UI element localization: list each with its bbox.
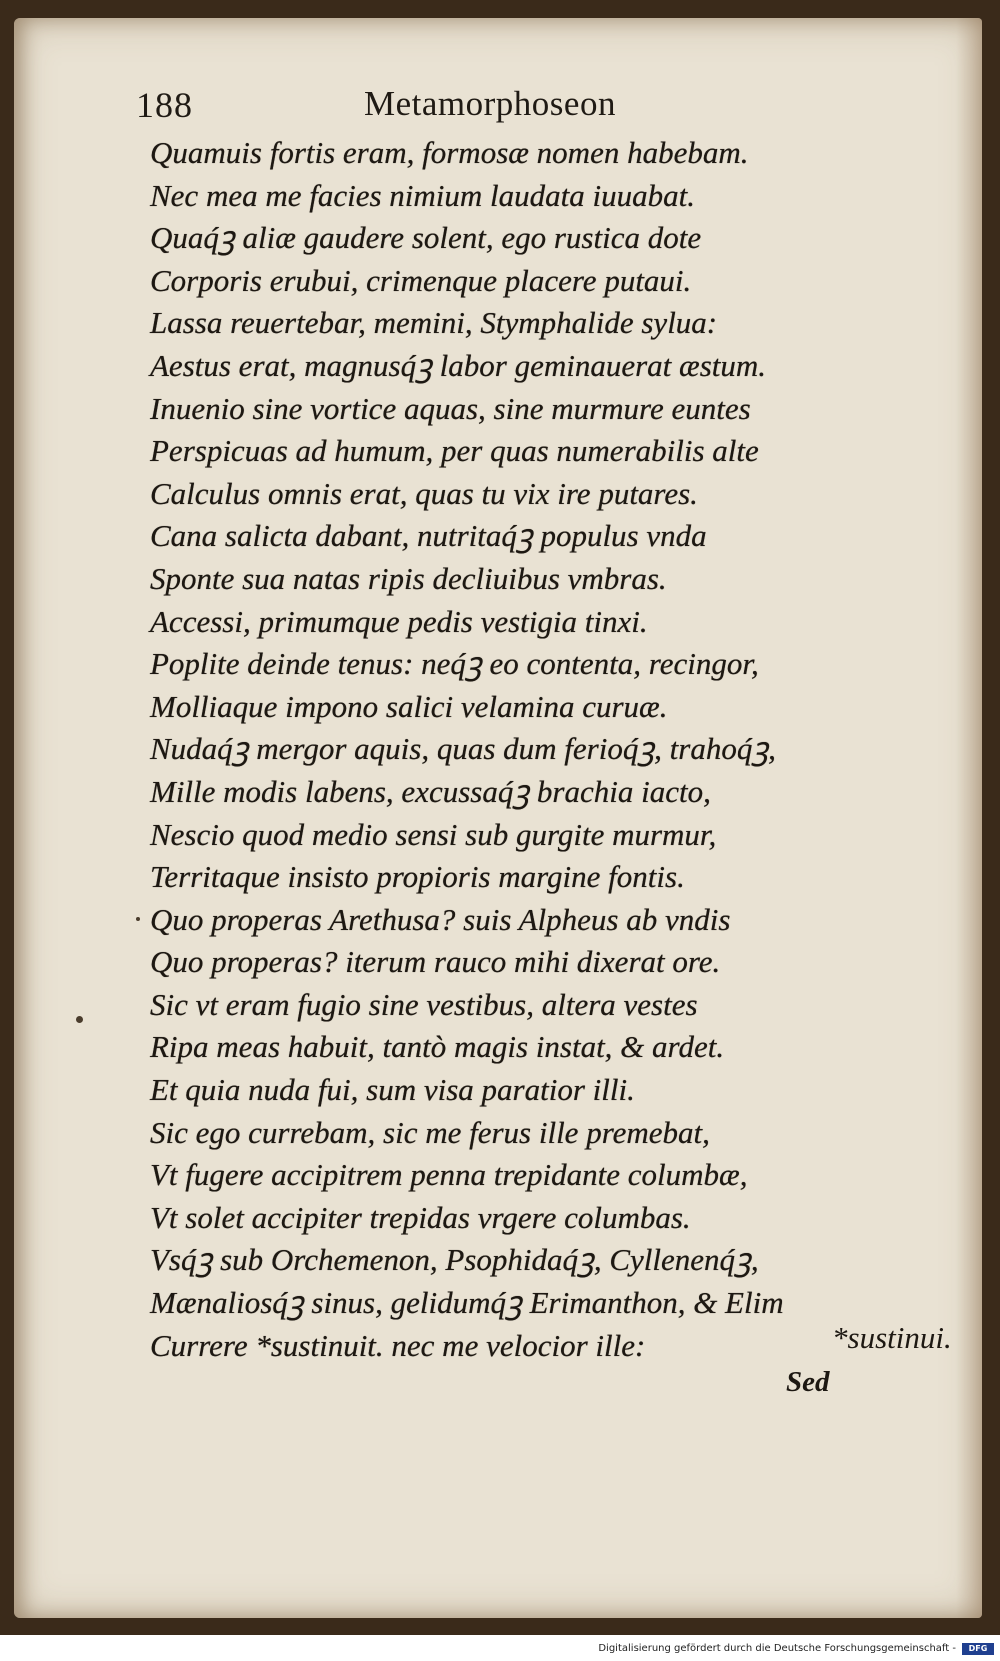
verse-line: Sponte sua natas ripis decliuibus vmbras. xyxy=(150,560,667,596)
verse-line: Cana salicta dabant, nutritaq́ꝫ populus vnda xyxy=(150,518,707,554)
verse-line: Inuenio sine vortice aquas, sine murmure euntes xyxy=(150,390,751,426)
verse-line: Corporis erubui, crimenque placere putaui. xyxy=(150,262,692,298)
verse-line: Ripa meas habuit, tantò magis instat, & ardet. xyxy=(150,1029,725,1065)
verse-line: Vt solet accipiter trepidas vrgere columbas. xyxy=(150,1199,691,1235)
verse-line: Quamuis fortis eram, formosæ nomen habebam. xyxy=(150,135,749,170)
verse-line: Aestus erat, magnusq́ꝫ labor geminauerat æstum. xyxy=(150,347,767,383)
ink-speck xyxy=(136,917,140,921)
verse-line: Currere *sustinuit. nec me velocior ille: xyxy=(150,1327,646,1363)
verse-line: Vsq́ꝫ sub Orchemenon, Psophidaq́ꝫ, Cyllenenq́ꝫ, xyxy=(150,1242,759,1278)
page-edge xyxy=(956,18,982,1618)
verse-line: Lassa reuertebar, memini, Stymphalide sylua: xyxy=(150,305,718,341)
verse-line: Mille modis labens, excussaq́ꝫ brachia iacto, xyxy=(150,773,711,809)
page-header xyxy=(136,84,696,132)
verse-line: Nescio quod medio sensi sub gurgite murmur, xyxy=(150,816,717,852)
footer-bar xyxy=(0,1640,1000,1661)
catchword: Sed xyxy=(786,1366,830,1398)
ink-speck xyxy=(76,1016,83,1023)
footer-credit: Digitalisierung gefördert durch die Deutsche Forschungsgemeinschaft - xyxy=(598,1643,956,1654)
verse-line: Molliaque impono salici velamina curuæ. xyxy=(150,688,668,724)
dfg-logo-icon: DFG xyxy=(962,1643,994,1655)
verse-line: Vt fugere accipitrem penna trepidante columbæ, xyxy=(150,1157,748,1193)
verse-line: Quaq́ꝫ aliæ gaudere solent, ego rustica dote xyxy=(150,220,702,256)
verse-block xyxy=(150,132,850,1367)
verse-line: Quo properas Arethusa? suis Alpheus ab vndis xyxy=(150,901,731,937)
verse-line: Accessi, primumque pedis vestigia tinxi. xyxy=(150,603,648,639)
verse-line: Poplite deinde tenus: neq́ꝫ eo contenta, recingor, xyxy=(150,646,759,682)
verse-line: Nudaq́ꝫ mergor aquis, quas dum ferioq́ꝫ, trahoq́ꝫ, xyxy=(150,731,776,767)
margin-note: *sustinui. xyxy=(832,1320,952,1355)
verse-line: Nec mea me facies nimium laudata iuuabat. xyxy=(150,177,695,213)
page-number: 188 xyxy=(136,85,193,125)
verse-line: Sic vt eram fugio sine vestibus, altera vestes xyxy=(150,986,698,1022)
verse-line: Quo properas? iterum rauco mihi dixerat ore. xyxy=(150,944,721,980)
running-title: Metamorphoseon xyxy=(364,84,616,123)
verse-line: Calculus omnis erat, quas tu vix ire putares. xyxy=(150,475,698,511)
verse-line: Territaque insisto propioris margine fontis. xyxy=(150,859,685,895)
verse-line: Et quia nuda fui, sum visa paratior illi. xyxy=(150,1072,635,1108)
verse-line: Mænaliosq́ꝫ sinus, gelidumq́ꝫ Erimanthon, & Elim xyxy=(150,1285,784,1321)
verse-line: Sic ego currebam, sic me ferus ille premebat, xyxy=(150,1114,710,1150)
verse-line: Perspicuas ad humum, per quas numerabilis alte xyxy=(150,433,759,469)
